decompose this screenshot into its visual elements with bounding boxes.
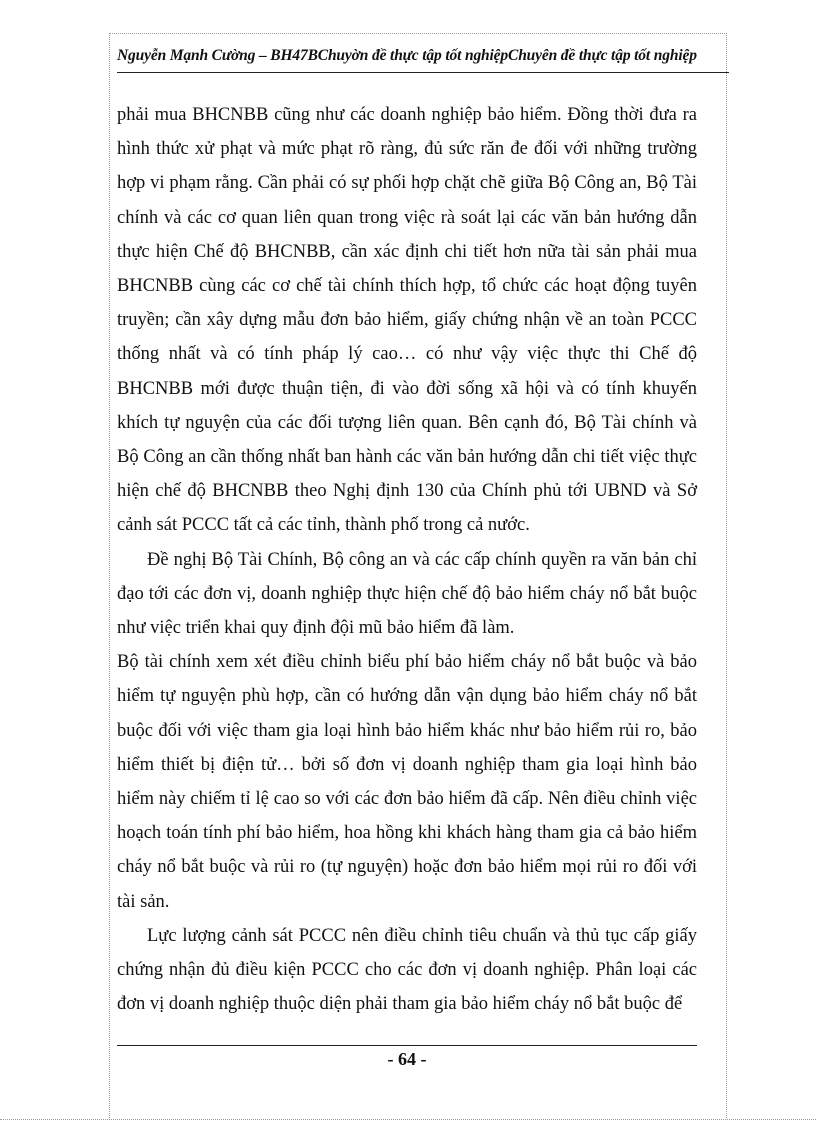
footer-rule	[117, 1045, 697, 1046]
page-number: - 64 -	[387, 1049, 427, 1069]
running-header: Nguyễn Mạnh Cường – BH47BChuyờn đề thực tập tốt nghiệpChuyên đề thực tập tốt nghiệp	[117, 47, 697, 64]
paragraph-bo-tai-chinh: Bộ tài chính xem xét điều chỉnh biểu phí bảo hiểm cháy nổ bắt buộc và bảo hiểm tự nguyện phù hợp, cần có hướng dẫn vận dụng bảo hiểm cháy nổ bắt buộc đối với việc tham gia loại hình bảo hiểm khác như bảo hiểm rủi ro, bảo hiểm thiết bị điện tử… bởi số đơn vị doanh nghiệp tham gia loại hình bảo hiểm này chiếm tỉ lệ cao so với các đơn bảo hiểm đã cấp. Nên điều chỉnh việc hoạch toán tính phí bảo hiểm, hoa hồng khi khách hàng tham gia cả bảo hiểm cháy nổ bắt buộc và rủi ro (tự nguyện) hoặc đơn bảo hiểm mọi rủi ro đối với tài sản.	[117, 652, 697, 912]
paragraph-continuation: phải mua BHCNBB cũng như các doanh nghiệp bảo hiểm. Đồng thời đưa ra hình thức xử phạt và mức phạt rõ ràng, đủ sức răn đe đối với những trường hợp vi phạm rằng. Cần phải có sự phối hợp chặt chẽ giữa Bộ Công an, Bộ Tài chính và các cơ quan liên quan trong việc rà soát lại các văn bản hướng dẫn thực hiện Chế độ BHCNBB, cần xác định chi tiết hơn nữa tài sản phải mua BHCNBB cùng các cơ chế tài chính thích hợp, tổ chức các hoạt động tuyên truyền; cần xây dựng mẫu đơn bảo hiểm, giấy chứng nhận về an toàn PCCC thống nhất và có tính pháp lý cao… có như vậy việc thực thi Chế độ BHCNBB mới được thuận tiện, đi vào đời sống xã hội và có tính khuyến khích tự nguyện của các đối tượng liên quan. Bên cạnh đó, Bộ Tài chính và Bộ Công an cần thống nhất ban hành các văn bản hướng dẫn chi tiết việc thực hiện chế độ BHCNBB theo Nghị định 130 của Chính phủ tới UBND và Sở cảnh sát PCCC tất cả các tỉnh, thành phố trong cả nước.	[117, 105, 697, 536]
paragraph-luc-luong: Lực lượng cảnh sát PCCC nên điều chỉnh tiêu chuẩn và thủ tục cấp giấy chứng nhận đủ điều kiện PCCC cho các đơn vị doanh nghiệp. Phân loại các đơn vị doanh nghiệp thuộc diện phải tham gia bảo hiểm cháy nổ bắt buộc để	[117, 925, 697, 1015]
bottom-dotted-line	[0, 1119, 816, 1120]
paragraph-de-nghi: Đề nghị Bộ Tài Chính, Bộ công an và các cấp chính quyền ra văn bản chỉ đạo tới các đơn vị, doanh nghiệp thực hiện chế độ bảo hiểm cháy nổ bắt buộc như việc triển khai quy định đội mũ bảo hiểm đã làm.	[117, 549, 697, 639]
header-rule	[117, 72, 729, 73]
body-text	[117, 98, 697, 1021]
